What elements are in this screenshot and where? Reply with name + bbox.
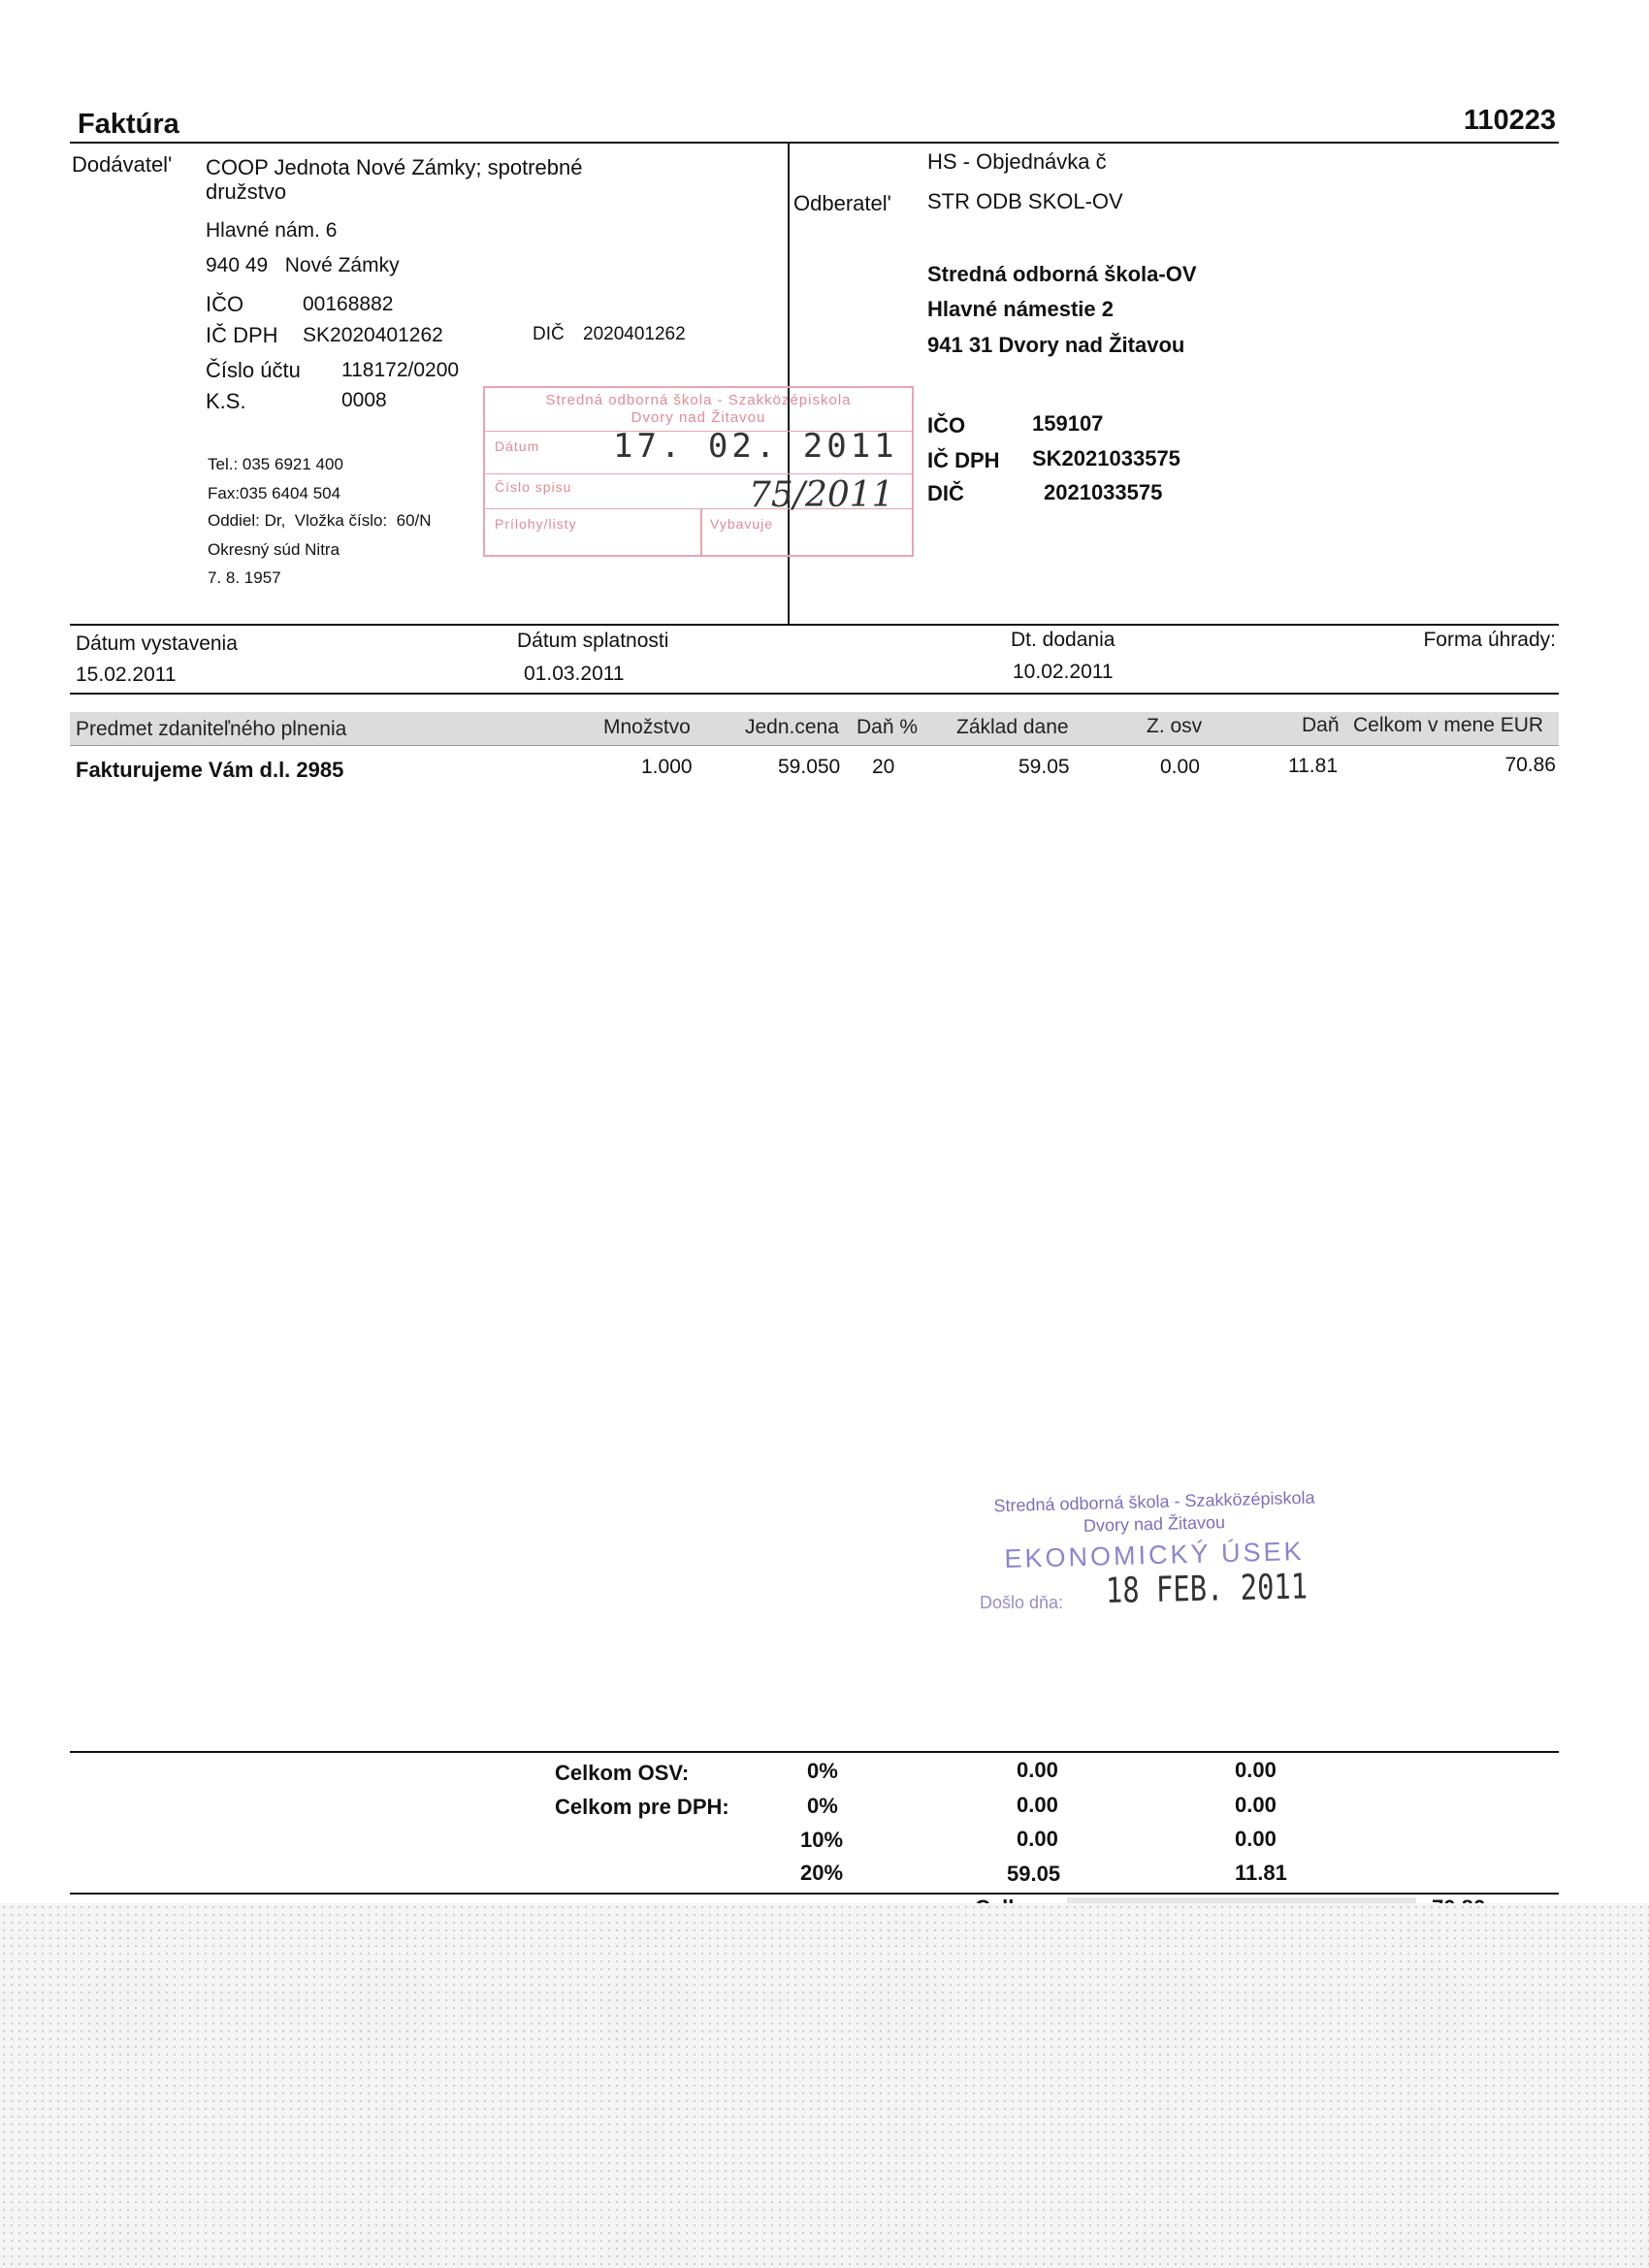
header-divider (70, 142, 1559, 144)
registry-date-value: 17. 02. 2011 (613, 427, 898, 466)
summary-base: 0.00 (1017, 1827, 1058, 1851)
supplier-label: Dodávatel' (72, 152, 173, 177)
supplier-register: Oddiel: Dr, Vložka číslo: 60/N (208, 511, 432, 530)
customer-street: Hlavné námestie 2 (927, 297, 1114, 321)
col-subject-header: Predmet zdaniteľného plnenia (76, 718, 347, 740)
item-subject: Fakturujeme Vám d.l. 2985 (76, 758, 344, 782)
supplier-tel: Tel.: 035 6921 400 (208, 455, 343, 473)
summary-rate: 0% (807, 1759, 838, 1783)
supplier-court: Okresný súd Nitra (208, 540, 340, 559)
supplier-ico-label: IČO (206, 292, 244, 316)
received-date: 18 FEB. 2011 (1105, 1567, 1309, 1611)
supplier-icdph: SK2020401262 (303, 324, 443, 346)
grand-total-label (975, 1894, 1051, 1903)
received-stamp-line1: Stredná odborná škola - Szakközépiskola (993, 1487, 1315, 1516)
grand-total-value (1432, 1894, 1485, 1903)
supplier-fax: Fax:035 6404 504 (208, 484, 341, 502)
customer-city: 941 31 Dvory nad Žitavou (927, 333, 1185, 357)
registry-stamp-line2: Dvory nad Žitavou (630, 409, 766, 426)
registry-file-value: 75/2011 (749, 475, 894, 515)
customer-dic-label: DIČ (927, 481, 964, 505)
customer-icdph: SK2021033575 (1032, 446, 1180, 470)
customer-short-name: STR ODB SKOL-OV (927, 189, 1123, 213)
scan-background (0, 1903, 1649, 2268)
summary-vat: 11.81 (1235, 1861, 1287, 1885)
item-vat: 11.81 (1288, 755, 1338, 777)
registry-stamp-line1: Stredná odborná škola - Szakközépiskola (545, 392, 852, 408)
supplier-name-line1: COOP Jednota Nové Zámky; spotrebné (206, 155, 583, 179)
supplier-reg-date: 7. 8. 1957 (208, 568, 281, 587)
registry-attach-label: Prílohy/listy (495, 516, 577, 532)
customer-label: Odberatel' (793, 191, 891, 215)
col-vat-header: Daň (1302, 714, 1340, 736)
summary-vat: 0.00 (1235, 1827, 1277, 1851)
supplier-account: 118172/0200 (341, 359, 460, 381)
received-stamp-dept: EKONOMICKÝ ÚSEK (1004, 1536, 1305, 1574)
summary-bottom-divider (70, 1893, 1559, 1895)
invoice-number: 110223 (1463, 105, 1556, 136)
dates-top-divider (70, 624, 1559, 626)
item-qty: 1.000 (641, 756, 693, 778)
due-date-label: Dátum splatnosti (517, 630, 669, 652)
issue-date: 15.02.2011 (76, 664, 177, 686)
col-unit-price-header: Jedn.cena (745, 716, 839, 738)
summary-top-divider (70, 1751, 1559, 1753)
summary-base: 59.05 (1007, 1862, 1061, 1886)
registry-handled-label: Vybavuje (710, 516, 774, 532)
received-stamp-line2: Dvory nad Žitavou (1083, 1512, 1226, 1536)
supplier-ico: 00168882 (303, 293, 394, 315)
summary-osv-label: Celkom OSV: (555, 1761, 690, 1785)
item-z-osv: 0.00 (1160, 756, 1200, 778)
col-qty-header: Množstvo (603, 716, 691, 738)
summary-base: 0.00 (1017, 1793, 1058, 1817)
summary-rate: 10% (800, 1828, 844, 1852)
item-base: 59.05 (1018, 756, 1070, 778)
summary-rate: 20% (800, 1861, 844, 1885)
summary-vat: 0.00 (1235, 1758, 1277, 1782)
summary-rate: 0% (807, 1794, 838, 1818)
due-date: 01.03.2011 (524, 663, 625, 685)
supplier-account-label: Číslo účtu (206, 358, 301, 382)
supplier-ks: 0008 (341, 389, 387, 411)
col-total-header: Celkom v mene EUR (1353, 714, 1544, 736)
supplier-ks-label: K.S. (206, 389, 246, 413)
delivery-date: 10.02.2011 (1013, 661, 1114, 683)
supplier-street: Hlavné nám. 6 (206, 219, 338, 242)
summary-vat: 0.00 (1235, 1793, 1277, 1817)
document-title: Faktúra (78, 109, 179, 140)
item-unit-price: 59.050 (778, 756, 841, 778)
delivery-date-label: Dt. dodania (1011, 629, 1116, 651)
registry-stamp (483, 386, 914, 557)
dates-bottom-divider (70, 693, 1559, 695)
customer-name: Stredná odborná škola-OV (927, 262, 1197, 286)
issue-date-label: Dátum vystavenia (76, 632, 238, 655)
supplier-dic-label: DIČ (533, 324, 565, 344)
supplier-name-line2: družstvo (206, 179, 287, 204)
customer-dic: 2021033575 (1044, 480, 1163, 504)
summary-base: 0.00 (1017, 1758, 1058, 1782)
registry-date-label: Dátum (495, 438, 540, 454)
payment-method-label: Forma úhrady: (1423, 629, 1556, 651)
customer-order-label: HS - Objednávka č (927, 149, 1107, 174)
supplier-dic: 2020401262 (583, 324, 686, 344)
customer-ico: 159107 (1032, 411, 1104, 436)
supplier-icdph-label: IČ DPH (206, 323, 278, 347)
summary-dph-label: Celkom pre DPH: (555, 1795, 729, 1819)
col-base-header: Základ dane (956, 716, 1069, 738)
item-total: 70.86 (1504, 754, 1556, 776)
received-label: Došlo dňa: (980, 1593, 1064, 1612)
registry-file-label: Číslo spisu (495, 479, 572, 495)
col-vat-pct-header: Daň % (857, 716, 919, 738)
received-stamp (980, 1487, 1329, 1574)
customer-ico-label: IČO (927, 413, 966, 437)
customer-icdph-label: IČ DPH (927, 448, 1000, 472)
item-vat-pct: 20 (872, 756, 895, 778)
supplier-city: 940 49 Nové Zámky (206, 254, 400, 276)
col-z-osv-header: Z. osv (1147, 715, 1203, 737)
